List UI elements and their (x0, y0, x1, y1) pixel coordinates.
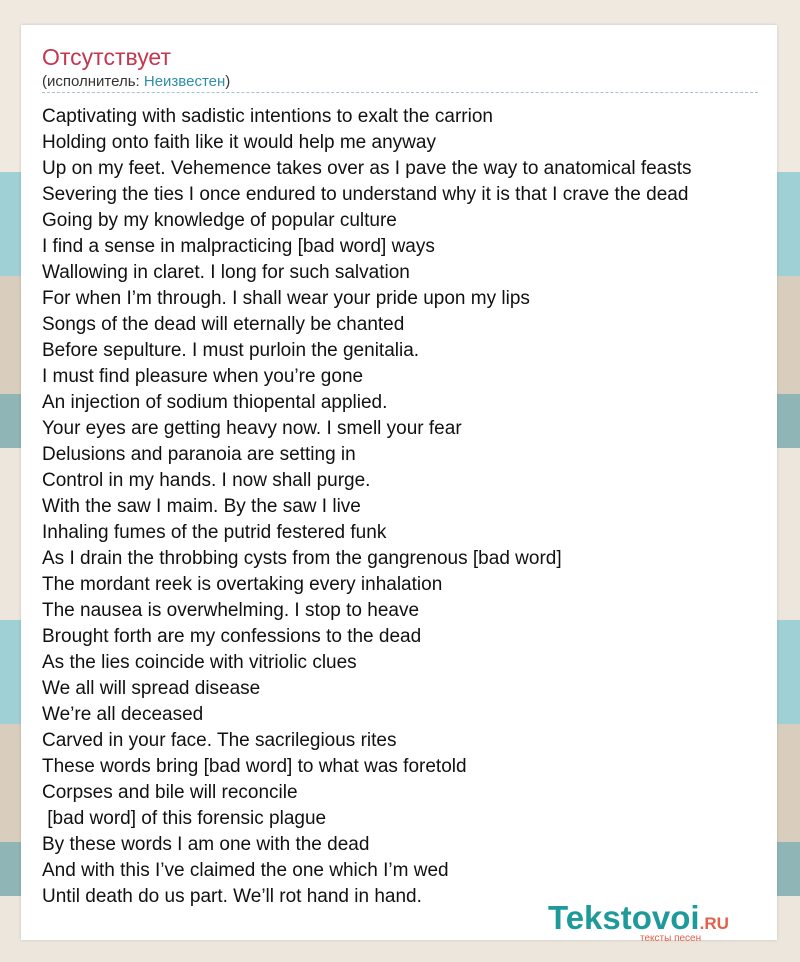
lyric-line: Before sepulture. I must purloin the genitalia. (42, 340, 420, 361)
lyric-line: And with this I’ve claimed the one which I’m wed (42, 860, 449, 881)
lyric-line: As I drain the throbbing cysts from the gangrenous [bad word] (42, 548, 562, 569)
artist-prefix: (исполнитель: (42, 73, 144, 90)
lyric-line: Going by my knowledge of popular culture (42, 210, 397, 231)
lyric-line: Severing the ties I once endured to understand why it is that I crave the dead (42, 184, 689, 205)
lyric-line: I must find pleasure when you’re gone (42, 366, 364, 387)
artist-link[interactable]: Неизвестен (143, 73, 226, 90)
header-divider (42, 92, 758, 93)
lyric-line: [bad word] of this forensic plague (42, 808, 327, 829)
lyric-line: For when I’m through. I shall wear your pride upon my lips (42, 288, 530, 309)
lyric-line: I find a sense in malpracticing [bad word] ways (42, 236, 435, 257)
logo-name: Tekstovoi (548, 899, 700, 936)
lyric-line: Up on my feet. Vehemence takes over as I pave the way to anatomical feasts (42, 158, 692, 179)
lyrics-body (42, 104, 762, 910)
lyric-line: The mordant reek is overtaking every inhalation (42, 574, 443, 595)
lyric-line: The nausea is overwhelming. I stop to heave (42, 600, 420, 621)
lyric-line: With the saw I maim. By the saw I live (42, 496, 361, 517)
lyric-line: Inhaling fumes of the putrid festered funk (42, 522, 387, 543)
lyric-line: Carved in your face. The sacrilegious rites (42, 730, 397, 751)
site-logo[interactable] (548, 899, 758, 947)
lyric-line: We all will spread disease (42, 678, 261, 699)
lyric-line: Wallowing in claret. I long for such salvation (42, 262, 410, 283)
lyric-line: Control in my hands. I now shall purge. (42, 470, 371, 491)
lyric-line: An injection of sodium thiopental applied. (42, 392, 388, 413)
artist-line (42, 73, 230, 91)
lyric-line: Until death do us part. We’ll rot hand in hand. (42, 886, 422, 907)
lyrics-card (21, 25, 777, 940)
logo-wordmark (548, 899, 729, 943)
song-title: Отсутствует (42, 44, 171, 70)
lyric-line: Delusions and paranoia are setting in (42, 444, 356, 465)
lyric-line: By these words I am one with the dead (42, 834, 370, 855)
lyric-line: These words bring [bad word] to what was foretold (42, 756, 467, 777)
lyric-line: Captivating with sadistic intentions to exalt the carrion (42, 106, 493, 127)
lyric-line: Corpses and bile will reconcile (42, 782, 298, 803)
logo-tagline: тексты песен (640, 933, 702, 944)
lyric-line: Songs of the dead will eternally be chanted (42, 314, 405, 335)
lyric-line: Your eyes are getting heavy now. I smell your fear (42, 418, 462, 439)
logo-tld: .RU (699, 914, 729, 933)
artist-suffix: ) (225, 73, 231, 90)
lyric-line: We’re all deceased (42, 704, 204, 725)
lyric-line: Brought forth are my confessions to the dead (42, 626, 422, 647)
lyric-line: As the lies coincide with vitriolic clues (42, 652, 357, 673)
lyric-line: Holding onto faith like it would help me anyway (42, 132, 436, 153)
